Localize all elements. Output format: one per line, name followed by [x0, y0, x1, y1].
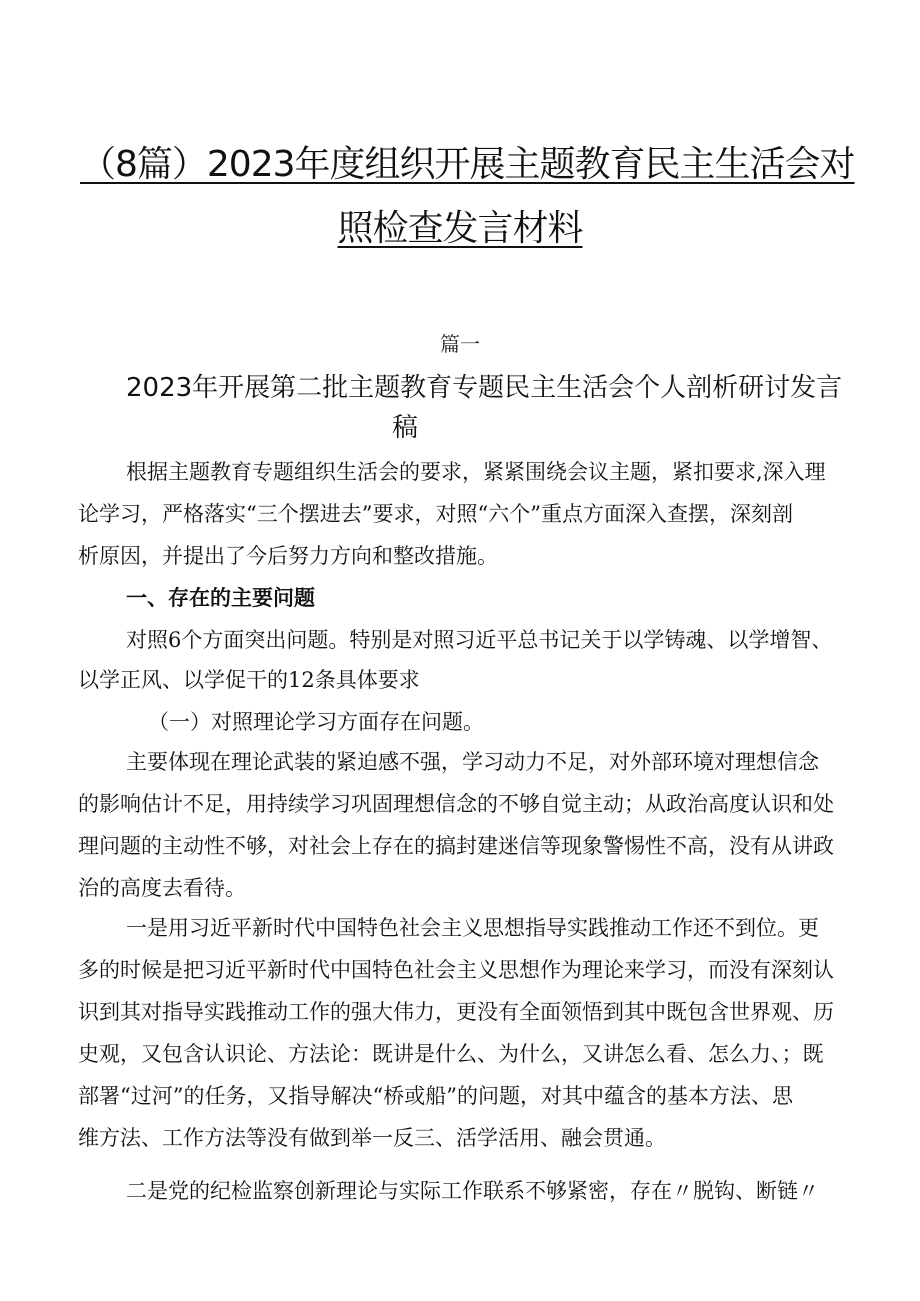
paragraph-2-line-2: 的影响估计不足，用持续学习巩固理想信念的不够自觉主动；从政治高度认识和处	[78, 792, 834, 816]
paragraph-4-line-1: 二是党的纪检监察创新理论与实际工作联系不够紧密，存在〃脱钩、断链〃	[126, 1179, 819, 1203]
paragraph-3-line-3: 识到其对指导实践推动工作的强大伟力，更没有全面领悟到其中既包含世界观、历	[78, 1000, 834, 1024]
subsection-heading-1: （一）对照理论学习方面存在问题。	[148, 710, 484, 734]
paragraph-3-line-2: 多的时候是把习近平新时代中国特色社会主义思想作为理论来学习，而没有深刻认	[78, 958, 834, 982]
paragraph-2-line-3: 理问题的主动性不够，对社会上存在的搞封建迷信等现象警惕性不高，没有从讲政	[78, 834, 834, 858]
paragraph-1-line-2: 以学正风、以学促干的12条具体要求	[78, 668, 420, 692]
paragraph-2-line-1: 主要体现在理论武装的紧迫感不强，学习动力不足，对外部环境对理想信念	[126, 750, 819, 774]
article-title-line-1: 2023年开展第二批主题教育专题民主生活会个人剖析研讨发言	[126, 373, 843, 403]
intro-line-3: 析原因，并提出了今后努力方向和整改措施。	[78, 544, 498, 568]
article-title-line-2: 稿	[392, 413, 419, 443]
paragraph-3-line-1: 一是用习近平新时代中国特色社会主义思想指导实践推动工作还不到位。更	[126, 916, 819, 940]
section-heading-1: 一、存在的主要问题	[126, 586, 315, 610]
intro-line-1: 根据主题教育专题组织生活会的要求，紧紧围绕会议主题，紧扣要求,深入理	[126, 460, 826, 484]
paragraph-2-line-4: 治的高度去看待。	[78, 876, 246, 900]
document-title-line-1: （8篇）2023年度组织开展主题教育民主生活会对	[80, 144, 855, 185]
paragraph-1-line-1: 对照6个方面突出问题。特别是对照习近平总书记关于以学铸魂、以学增智、	[126, 628, 833, 652]
document-title-line-2: 照检查发言材料	[337, 208, 583, 249]
paragraph-3-line-6: 维方法、工作方法等没有做到举一反三、活学活用、融会贯通。	[78, 1126, 666, 1150]
paragraph-3-line-4: 史观，又包含认识论、方法论：既讲是什么、为什么，又讲怎么看、怎么力、；既	[78, 1042, 824, 1066]
intro-line-2: 论学习，严格落实“三个摆进去”要求，对照“六个”重点方面深入查摆，深刻剖	[78, 502, 793, 526]
section-label: 篇一	[440, 332, 480, 356]
paragraph-3-line-5: 部署“过河”的任务，又指导解决“桥或船”的问题，对其中蕴含的基本方法、思	[78, 1084, 793, 1108]
